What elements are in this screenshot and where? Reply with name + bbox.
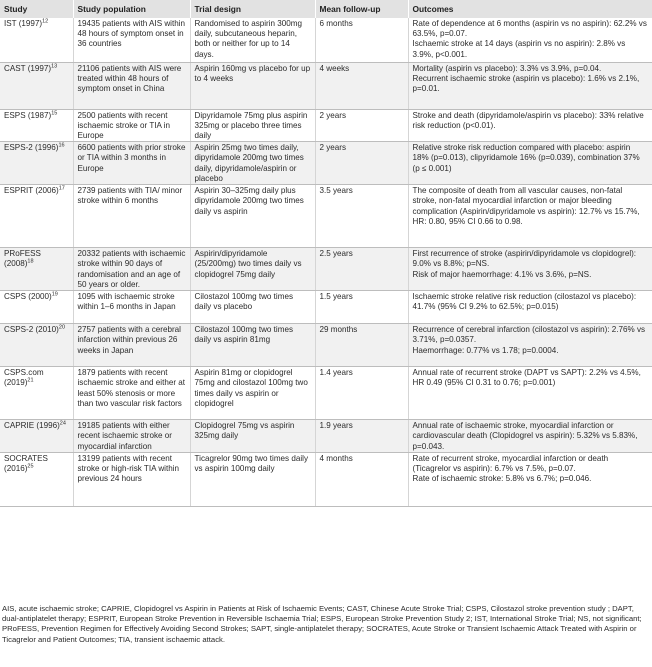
study-name: PRoFESS (2008) xyxy=(4,249,41,269)
population-cell: 6600 patients with prior stroke or TIA within 3 months in Europe xyxy=(73,142,190,185)
outcomes-cell xyxy=(408,142,652,185)
outcomes-cell xyxy=(408,420,652,453)
study-reference: 13 xyxy=(51,62,58,69)
study-cell xyxy=(0,367,73,420)
table-row xyxy=(0,62,652,109)
outcome-line: Annual rate of ischaemic stroke, myocardial infarction or cardiovascular death (Clopidogrel vs aspirin): 5.32% vs 5.83%, p=0.043. xyxy=(412,421,638,451)
study-cell xyxy=(0,109,73,142)
study-cell xyxy=(0,324,73,367)
table-row xyxy=(0,367,652,420)
population-cell: 21106 patients with AIS were treated within 48 hours of symptom onset in China xyxy=(73,62,190,109)
study-reference: 17 xyxy=(58,185,65,192)
outcome-line: Haemorrhage: 0.77% vs 1.78; p=0.0004. xyxy=(412,345,559,355)
outcome-line: Rate of dependence at 6 months (aspirin vs no aspirin): 62.2% vs 63.5%, p=0.07. xyxy=(412,19,647,39)
followup-cell: 1.4 years xyxy=(315,367,408,420)
design-cell: Aspirin 81mg or clopidogrel 75mg and cilostazol 100mg two times daily vs aspirin or clopidogrel xyxy=(190,367,315,420)
header-study: Study xyxy=(0,0,73,18)
outcomes-cell xyxy=(408,452,652,506)
study-cell xyxy=(0,291,73,324)
design-cell: Randomised to aspirin 300mg daily, subcutaneous heparin, both or neither for up to 14 days. xyxy=(190,18,315,62)
design-cell: Ticagrelor 90mg two times daily vs aspirin 100mg daily xyxy=(190,452,315,506)
study-cell xyxy=(0,452,73,506)
followup-cell: 29 months xyxy=(315,324,408,367)
followup-cell: 4 weeks xyxy=(315,62,408,109)
population-cell: 2739 patients with TIA/ minor stroke within 6 months xyxy=(73,185,190,248)
population-cell: 19185 patients with either recent ischaemic stroke or myocardial infarction xyxy=(73,420,190,453)
outcomes-cell xyxy=(408,367,652,420)
followup-cell: 1.9 years xyxy=(315,420,408,453)
outcome-line: Ischaemic stroke at 14 days (aspirin vs no aspirin): 2.8% vs 3.9%, p<0.001. xyxy=(412,39,626,59)
table-row xyxy=(0,420,652,453)
followup-cell: 3.5 years xyxy=(315,185,408,248)
study-reference: 12 xyxy=(42,18,49,25)
study-cell xyxy=(0,18,73,62)
study-name: CSPS.com (2019) xyxy=(4,368,44,388)
outcomes-cell xyxy=(408,248,652,291)
population-cell: 19435 patients with AIS within 48 hours of symptom onset in 36 countries xyxy=(73,18,190,62)
outcome-line: Recurrent ischaemic stroke (aspirin vs placebo): 1.6% vs 2.1%, p=0.01. xyxy=(412,73,640,93)
outcome-line: Risk of major haemorrhage: 4.1% vs 3.6%, p=NS. xyxy=(412,269,592,279)
table-body xyxy=(0,18,652,506)
population-cell: 1879 patients with recent ischaemic stroke and either at least 50% stenosis or more than two vascular risk factors xyxy=(73,367,190,420)
population-cell: 1095 with ischaemic stroke within 1–6 months in Japan xyxy=(73,291,190,324)
design-cell: Aspirin 30–325mg daily plus dipyridamole 200mg two times daily vs aspirin xyxy=(190,185,315,248)
outcomes-cell xyxy=(408,291,652,324)
study-cell xyxy=(0,142,73,185)
header-row xyxy=(0,0,652,18)
study-name: ESPS-2 (1996) xyxy=(4,143,59,153)
followup-cell: 2 years xyxy=(315,142,408,185)
table-row xyxy=(0,18,652,62)
outcome-line: Ischaemic stroke relative risk reduction (cilostazol vs placebo): 41.7% (95% CI 9.2% to 62.5%; p=0.015) xyxy=(412,292,637,312)
study-reference: 20 xyxy=(58,324,66,331)
study-name: ESPRIT (2006) xyxy=(4,186,59,196)
outcome-line: Stroke and death (dipyridamole/aspirin vs placebo): 33% relative risk reduction (p<0.01). xyxy=(412,110,644,130)
study-reference: 21 xyxy=(27,377,34,384)
population-cell: 13199 patients with recent stroke or high-risk TIA within previous 24 hours xyxy=(73,452,190,506)
study-name: ESPS (1987) xyxy=(4,110,52,120)
study-cell xyxy=(0,420,73,453)
study-reference: 25 xyxy=(27,463,34,470)
study-reference: 19 xyxy=(51,291,58,298)
population-cell: 20332 patients with ischaemic stroke within 90 days of randomisation and an age of 50 years or older. xyxy=(73,248,190,291)
study-cell xyxy=(0,248,73,291)
outcome-line: Rate of recurrent stroke, myocardial infarction or death (Ticagrelor vs aspirin): 6.7% vs 7.5%, p=0.07. xyxy=(412,453,609,473)
outcome-line: Rate of ischaemic stroke: 5.8% vs 6.7%; p=0.046. xyxy=(412,474,592,484)
study-name: CAPRIE (1996) xyxy=(4,421,60,431)
header-outcomes: Outcomes xyxy=(408,0,652,18)
study-cell xyxy=(0,62,73,109)
outcome-line: Relative stroke risk reduction compared with placebo: aspirin 18% (p=0.013), clipyridamole 16% (p=0.039), combination 37% (p ≤ 0.001) xyxy=(412,143,640,173)
followup-cell: 6 months xyxy=(315,18,408,62)
design-cell: Dipyridamole 75mg plus aspirin 325mg or placebo three times daily xyxy=(190,109,315,142)
study-name: CSPS-2 (2010) xyxy=(4,325,59,335)
outcome-line: Annual rate of recurrent stroke (DAPT vs SAPT): 2.2% vs 4.5%, HR 0.49 (95% CI 0.31 to 0.76; p=0.001) xyxy=(412,368,641,388)
study-name: CAST (1997) xyxy=(4,63,52,73)
followup-cell: 2.5 years xyxy=(315,248,408,291)
population-cell: 2757 patients with a cerebral infarction within previous 26 weeks in Japan xyxy=(73,324,190,367)
study-reference: 16 xyxy=(58,142,65,149)
followup-cell: 4 months xyxy=(315,452,408,506)
table-row xyxy=(0,324,652,367)
design-cell: Aspirin/dipyridamole (25/200mg) two times daily vs clopidogrel 75mg daily xyxy=(190,248,315,291)
table-row xyxy=(0,142,652,185)
table-row xyxy=(0,248,652,291)
study-name: IST (1997) xyxy=(4,19,43,28)
footnote: AIS, acute ischaemic stroke; CAPRIE, Clopidogrel vs Aspirin in Patients at Risk of Ischaemic Events; CAST, Chinese Acute Stroke Trial; CSPS, Cilostazol stroke prevention study ; DAPT, dual-antiplatelet therapy; ESPRIT, European Stroke Prevention in Reversible Ischaemia Trial; ESPS, European Stroke Prevention Study 2; IST, International Stroke Trial; NS, not significant; PRoFESS, Prevention Regimen for Effectively Avoiding Second Strokes; SAPT, single-antiplatelet therapy; SOCRATES, Acute Stroke or Transient Ischaemic Attack Treated with Aspirin or Ticagrelor and Patient Outcomes; TIA, transient ischaemic attack. xyxy=(2,604,642,644)
study-reference: 15 xyxy=(51,109,58,116)
population-cell: 2500 patients with recent ischaemic stroke or TIA in Europe xyxy=(73,109,190,142)
design-cell: Aspirin 25mg two times daily, dipyridamole 200mg two times daily, dipyridamole/aspirin or placebo xyxy=(190,142,315,185)
design-cell: Clopidogrel 75mg vs aspirin 325mg daily xyxy=(190,420,315,453)
followup-cell: 1.5 years xyxy=(315,291,408,324)
table-row xyxy=(0,452,652,506)
outcomes-cell xyxy=(408,62,652,109)
outcomes-cell xyxy=(408,109,652,142)
table-row xyxy=(0,291,652,324)
study-name: SOCRATES (2016) xyxy=(4,453,48,473)
study-name: CSPS (2000) xyxy=(4,292,52,302)
outcome-line: Recurrence of cerebral infarction (cilostazol vs aspirin): 2.76% vs 3.71%, p=0.0357. xyxy=(412,325,646,345)
table-row xyxy=(0,185,652,248)
study-reference: 18 xyxy=(27,258,34,265)
design-cell: Aspirin 160mg vs placebo for up to 4 weeks xyxy=(190,62,315,109)
outcomes-cell xyxy=(408,18,652,62)
outcome-line: The composite of death from all vascular causes, non-fatal stroke, non-fatal myocardial infarction or major bleeding complication (Aspirin/dipyridamole vs aspirin): 12.7% vs 15.7%, HR: 0.80, 95% CI 0.66 to 0.98. xyxy=(412,186,640,226)
header-design: Trial design xyxy=(190,0,315,18)
header-followup: Mean follow-up xyxy=(315,0,408,18)
outcomes-cell xyxy=(408,324,652,367)
outcomes-cell xyxy=(408,185,652,248)
followup-cell: 2 years xyxy=(315,109,408,142)
outcome-line: First recurrence of stroke (aspirin/dipyridamole vs clopidogrel): 9.0% vs 8.8%; p=NS. xyxy=(412,249,637,269)
study-cell xyxy=(0,185,73,248)
design-cell: Cilostazol 100mg two times daily vs placebo xyxy=(190,291,315,324)
outcome-line: Mortality (aspirin vs placebo): 3.3% vs 3.9%, p=0.04. xyxy=(412,63,602,73)
design-cell: Cilostazol 100mg two times daily vs aspirin 81mg xyxy=(190,324,315,367)
header-population: Study population xyxy=(73,0,190,18)
study-reference: 24 xyxy=(59,420,66,427)
table-row xyxy=(0,109,652,142)
